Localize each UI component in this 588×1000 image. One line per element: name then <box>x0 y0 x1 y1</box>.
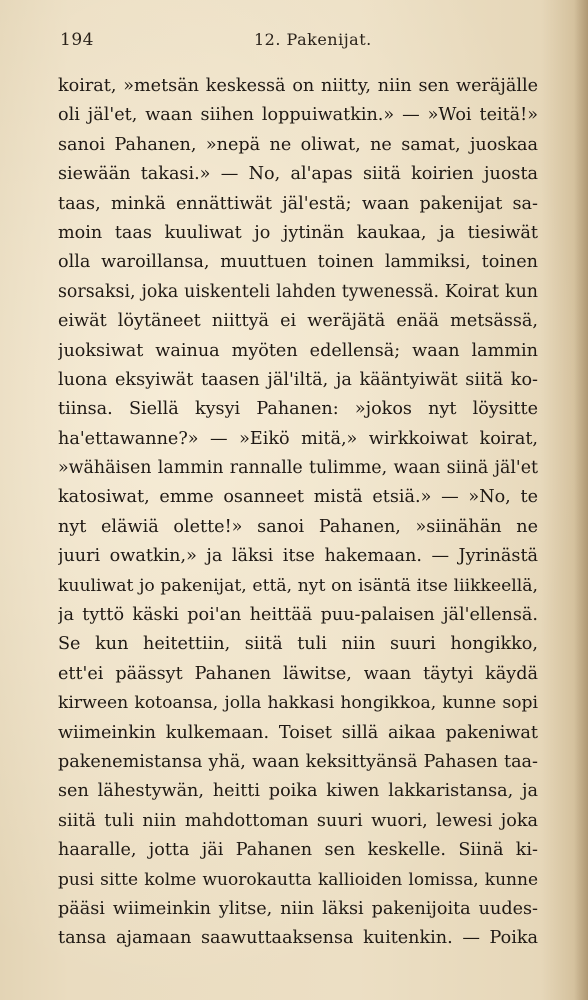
text-line: kirween kotoansa, jolla hakkasi hongikkoa, kunne sopi <box>58 693 538 714</box>
text-line: Se kun heitettiin, siitä tuli niin suuri hongikko, <box>58 634 538 655</box>
text-line: luona eksyiwät taasen jäl'iltä, ja kääntyiwät siitä ko- <box>58 369 538 390</box>
page-header <box>58 30 538 56</box>
text-line: sen lähestywän, heitti poika kiwen lakkaristansa, ja <box>58 781 538 802</box>
text-line: pakenemistansa yhä, waan keksittyänsä Pahasen taa- <box>58 751 538 772</box>
page-edge-shadow <box>574 0 588 1000</box>
text-line: taas, minkä ennättiwät jäl'estä; waan pakenijat sa- <box>58 193 538 214</box>
text-line: tiinsa. Siellä kysyi Pahanen: »jokos nyt löysitte <box>58 399 538 420</box>
text-line: katosiwat, emme osanneet mistä etsiä.» — »No, te <box>58 487 538 508</box>
text-line: eiwät löytäneet niittyä ei weräjätä enää metsässä, <box>58 311 538 332</box>
text-line: siewään takasi.» — No, al'apas siitä koirien juosta <box>58 164 538 185</box>
text-line: pääsi wiimeinkin ylitse, niin läksi pakenijoita uudes- <box>58 898 538 919</box>
text-line: ett'ei päässyt Pahanen läwitse, waan täytyi käydä <box>58 663 538 684</box>
text-line: juoksiwat wainua myöten edellensä; waan lammin <box>58 340 538 361</box>
text-line: sanoi Pahanen, »nepä ne oliwat, ne samat, juoskaa <box>58 134 538 155</box>
text-line: haaralle, jotta jäi Pahanen sen keskelle. Siinä ki- <box>58 840 538 861</box>
text-line: kuuliwat jo pakenijat, että, nyt on isäntä itse liikkeellä, <box>58 575 538 596</box>
page-number: 194 <box>60 30 94 50</box>
text-line: juuri owatkin,» ja läksi itse hakemaan. — Jyrinästä <box>58 546 538 567</box>
running-head: 12. Pakenijat. <box>254 30 372 49</box>
text-line: ja tyttö käski poi'an heittää puu-palaisen jäl'ellensä. <box>58 605 538 626</box>
text-line: oli jäl'et, waan siihen loppuiwatkin.» — »Woi teitä!» <box>58 105 538 126</box>
text-line: wiimeinkin kulkemaan. Toiset sillä aikaa pakeniwat <box>58 722 538 743</box>
text-line: olla waroillansa, muuttuen toinen lammiksi, toinen <box>58 252 538 273</box>
text-line: ha'ettawanne?» — »Eikö mitä,» wirkkoiwat koirat, <box>58 428 538 449</box>
text-line: koirat, »metsän keskessä on niitty, niin sen weräjälle <box>58 76 538 96</box>
text-line: »wähäisen lammin rannalle tulimme, waan siinä jäl'et <box>58 458 538 479</box>
body-text <box>58 72 538 954</box>
text-line: moin taas kuuliwat jo jytinän kaukaa, ja tiesiwät <box>58 222 538 243</box>
text-line: nyt eläwiä olette!» sanoi Pahanen, »siinähän ne <box>58 516 538 537</box>
text-line: sorsaksi, joka uiskenteli lahden tywenessä. Koirat kun <box>58 281 538 302</box>
text-line: tansa ajamaan saawuttaaksensa kuitenkin. — Poika <box>58 928 538 949</box>
text-line: siitä tuli niin mahdottoman suuri wuori, lewesi joka <box>58 810 538 831</box>
text-line: pusi sitte kolme wuorokautta kallioiden lomissa, kunne <box>58 869 538 890</box>
